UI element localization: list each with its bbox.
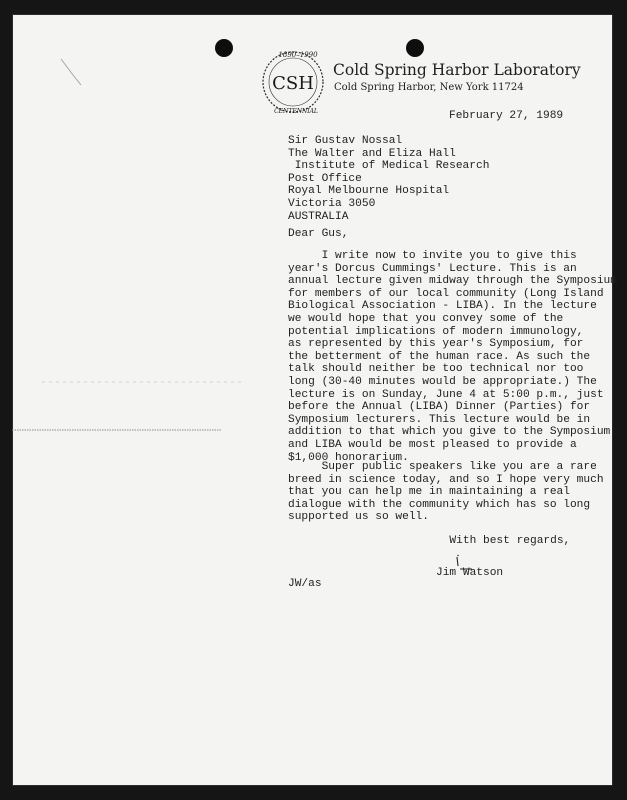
pencil-mark bbox=[59, 57, 85, 87]
closing: With best regards, bbox=[436, 535, 571, 547]
svg-text:1890–1990: 1890–1990 bbox=[278, 51, 318, 59]
organization-address: Cold Spring Harbor, New York 11724 bbox=[334, 82, 524, 93]
address-line: Institute of Medical Research bbox=[288, 160, 490, 173]
salutation: Dear Gus, bbox=[288, 228, 349, 240]
recipient-address bbox=[288, 135, 489, 223]
address-line: Post Office bbox=[288, 172, 362, 185]
address-line: The Walter and Eliza Hall bbox=[288, 147, 456, 160]
organization-name: Cold Spring Harbor Laboratory bbox=[333, 61, 581, 79]
address-line: AUSTRALIA bbox=[288, 210, 349, 223]
body-paragraph-invitation: I write now to invite you to give this year's Dorcus Cummings' Lecture. This is an annual lecture given midway through the Symposium for members of our local community (Long Island Biological Association - LIBA). In the lecture we would hope that you convey some of the potential implications of modern immunology, as represented by this year's Symposium, for the betterment of the human race. As such the talk should neither be too technical nor too long (30-40 minutes would be appropriate.) The lecture is on Sunday, June 4 at 5:00 p.m., just before the Annual (LIBA) Dinner (Parties) for Symposium lecturers. This lecture would be in addition to that which you give to the Symposium and LIBA would be most pleased to provide a $1,000 honorarium. bbox=[288, 250, 617, 464]
address-line: Sir Gustav Nossal bbox=[288, 135, 403, 147]
address-line: Royal Melbourne Hospital bbox=[288, 185, 450, 198]
typist-initials: JW/as bbox=[288, 578, 322, 590]
binder-hole-right bbox=[406, 39, 424, 57]
address-line: Victoria 3050 bbox=[288, 197, 376, 210]
faint-bleed-through-line bbox=[42, 380, 242, 384]
letter-date: February 27, 1989 bbox=[449, 110, 564, 122]
csh-centennial-logo bbox=[258, 47, 328, 117]
svg-text:CENTENNIAL: CENTENNIAL bbox=[274, 108, 318, 115]
letter-paper bbox=[12, 14, 617, 786]
bleed-through-line bbox=[12, 428, 222, 432]
binder-hole-left bbox=[215, 39, 233, 57]
signer-name: Jim Watson bbox=[436, 567, 504, 579]
body-paragraph-dialogue: Super public speakers like you are a rare breed in science today, and so I hope very much that you can help me in maintaining a real dialogue with the community which has so long supported us so well. bbox=[288, 461, 604, 524]
svg-text:CSH: CSH bbox=[272, 73, 314, 94]
